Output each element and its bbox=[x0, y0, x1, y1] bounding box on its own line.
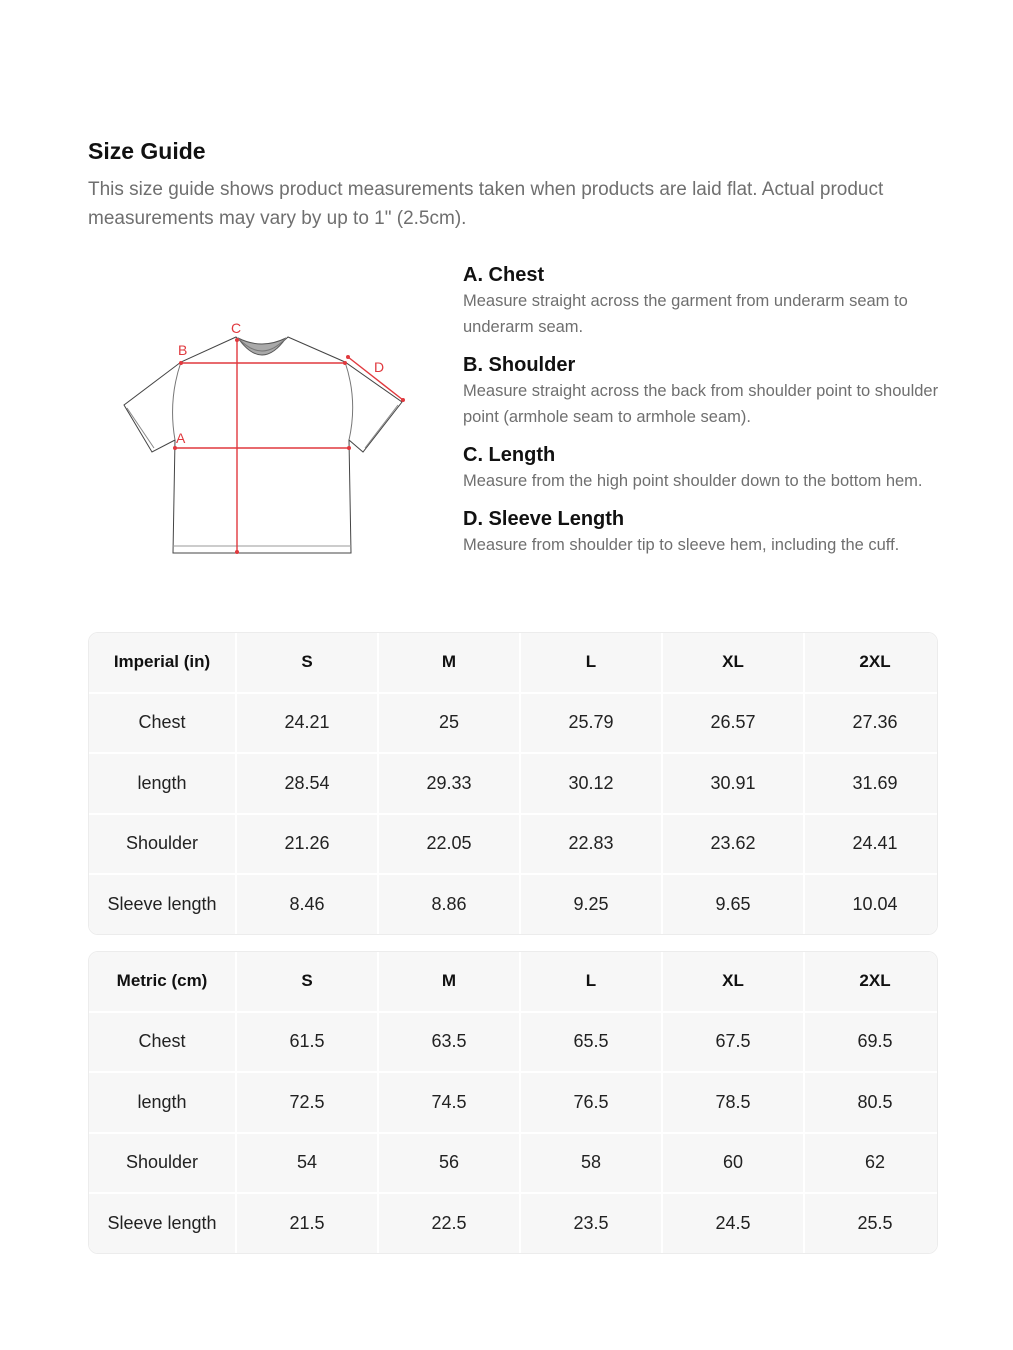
imperial-size-table bbox=[88, 632, 938, 935]
table-header-cell: Imperial (in) bbox=[89, 633, 235, 692]
table-cell: 24.21 bbox=[237, 694, 377, 753]
table-row-label: Chest bbox=[89, 694, 235, 753]
table-cell: 9.65 bbox=[663, 875, 803, 934]
table-header-cell: S bbox=[237, 952, 377, 1011]
table-cell: 21.26 bbox=[237, 815, 377, 874]
definition-length bbox=[463, 442, 963, 494]
table-row-label: Chest bbox=[89, 1013, 235, 1072]
tshirt-outline bbox=[124, 337, 402, 553]
definition-title: A. Chest bbox=[463, 264, 545, 286]
table-cell: 23.62 bbox=[663, 815, 803, 874]
definition-shoulder bbox=[463, 352, 963, 430]
definition-title: D. Sleeve Length bbox=[463, 508, 625, 530]
table-row-label: Shoulder bbox=[89, 815, 235, 874]
definition-chest bbox=[463, 262, 963, 340]
page-title: Size Guide bbox=[88, 138, 206, 164]
table-cell: 21.5 bbox=[237, 1194, 377, 1253]
table-cell: 25.79 bbox=[521, 694, 661, 753]
metric-size-table bbox=[88, 951, 938, 1254]
table-header-cell: XL bbox=[663, 952, 803, 1011]
table-cell: 27.36 bbox=[805, 694, 938, 753]
measurement-definitions bbox=[463, 262, 963, 570]
table-cell: 26.57 bbox=[663, 694, 803, 753]
table-cell: 8.46 bbox=[237, 875, 377, 934]
table-cell: 56 bbox=[379, 1134, 519, 1193]
table-cell: 30.91 bbox=[663, 754, 803, 813]
table-header-cell: M bbox=[379, 633, 519, 692]
definition-sleeve-length bbox=[463, 506, 963, 558]
label-d: D bbox=[374, 359, 385, 375]
table-header-cell: M bbox=[379, 952, 519, 1011]
label-a: A bbox=[176, 430, 186, 446]
table-row-label: Sleeve length bbox=[89, 875, 235, 934]
table-cell: 10.04 bbox=[805, 875, 938, 934]
table-cell: 25 bbox=[379, 694, 519, 753]
table-row-label: length bbox=[89, 754, 235, 813]
table-cell: 69.5 bbox=[805, 1013, 938, 1072]
table-cell: 31.69 bbox=[805, 754, 938, 813]
table-cell: 67.5 bbox=[663, 1013, 803, 1072]
table-cell: 76.5 bbox=[521, 1073, 661, 1132]
table-cell: 58 bbox=[521, 1134, 661, 1193]
table-cell: 61.5 bbox=[237, 1013, 377, 1072]
definition-title: B. Shoulder bbox=[463, 354, 576, 376]
tshirt-diagram bbox=[110, 312, 420, 572]
table-header-cell: 2XL bbox=[805, 952, 938, 1011]
label-b: B bbox=[178, 342, 188, 358]
table-cell: 8.86 bbox=[379, 875, 519, 934]
definition-text: Measure from the high point shoulder down to the bottom hem. bbox=[463, 472, 923, 490]
definition-text: Measure straight across the back from shoulder point to shoulder point (armhole seam to armhole seam). bbox=[463, 382, 939, 426]
table-cell: 74.5 bbox=[379, 1073, 519, 1132]
table-cell: 22.83 bbox=[521, 815, 661, 874]
table-header-cell: XL bbox=[663, 633, 803, 692]
table-header-cell: L bbox=[521, 952, 661, 1011]
table-row-label: Sleeve length bbox=[89, 1194, 235, 1253]
table-cell: 65.5 bbox=[521, 1013, 661, 1072]
table-cell: 80.5 bbox=[805, 1073, 938, 1132]
table-cell: 78.5 bbox=[663, 1073, 803, 1132]
table-cell: 23.5 bbox=[521, 1194, 661, 1253]
table-row-label: Shoulder bbox=[89, 1134, 235, 1193]
table-row-label: length bbox=[89, 1073, 235, 1132]
definition-text: Measure from shoulder tip to sleeve hem, including the cuff. bbox=[463, 536, 900, 554]
table-cell: 63.5 bbox=[379, 1013, 519, 1072]
table-header-cell: L bbox=[521, 633, 661, 692]
table-cell: 72.5 bbox=[237, 1073, 377, 1132]
table-cell: 22.05 bbox=[379, 815, 519, 874]
definition-text: Measure straight across the garment from underarm seam to underarm seam. bbox=[463, 292, 908, 336]
table-cell: 24.5 bbox=[663, 1194, 803, 1253]
table-header-cell: 2XL bbox=[805, 633, 938, 692]
table-cell: 30.12 bbox=[521, 754, 661, 813]
table-cell: 62 bbox=[805, 1134, 938, 1193]
table-header-cell: Metric (cm) bbox=[89, 952, 235, 1011]
intro-text: This size guide shows product measurements taken when products are laid flat. Actual product measurements may vary by up to 1" (2.5cm). bbox=[88, 179, 884, 229]
table-cell: 29.33 bbox=[379, 754, 519, 813]
table-header-cell: S bbox=[237, 633, 377, 692]
table-cell: 60 bbox=[663, 1134, 803, 1193]
table-cell: 9.25 bbox=[521, 875, 661, 934]
table-cell: 28.54 bbox=[237, 754, 377, 813]
definition-title: C. Length bbox=[463, 444, 556, 466]
table-cell: 54 bbox=[237, 1134, 377, 1193]
table-cell: 24.41 bbox=[805, 815, 938, 874]
table-cell: 22.5 bbox=[379, 1194, 519, 1253]
table-cell: 25.5 bbox=[805, 1194, 938, 1253]
label-c: C bbox=[231, 320, 242, 336]
